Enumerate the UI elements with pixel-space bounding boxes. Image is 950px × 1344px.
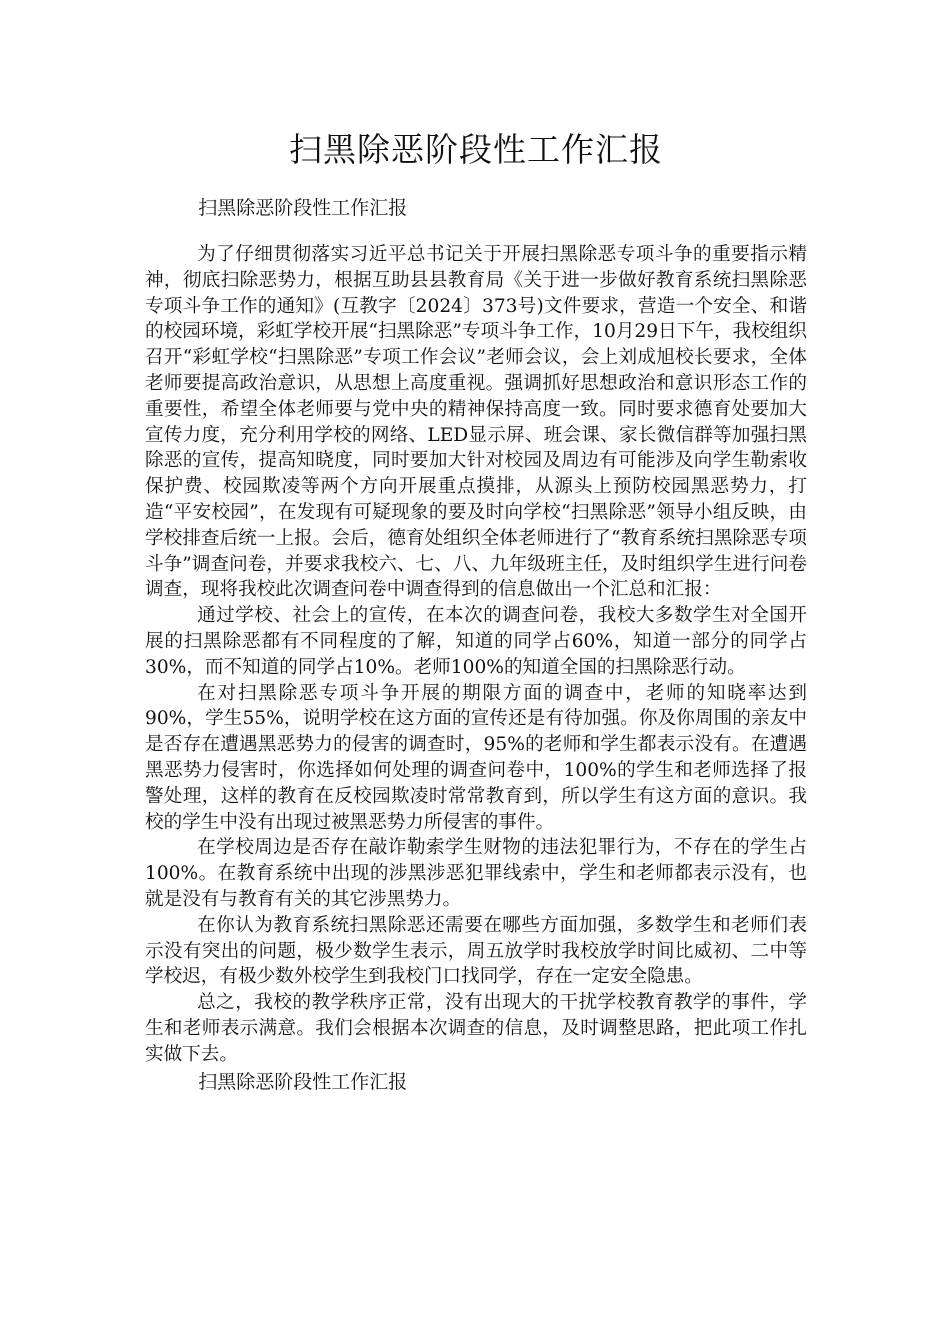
document-body — [145, 242, 807, 1068]
paragraph-summary: 总之，我校的教学秩序正常，没有出现大的干扰学校教育教学的事件，学生和老师表示满意。我们会根据本次调查的信息，及时调整思路，把此项工作扎实做下去。 — [145, 992, 807, 1065]
document-page — [145, 118, 807, 1096]
document-subtitle: 扫黑除恶阶段性工作汇报 — [198, 197, 408, 219]
document-closing: 扫黑除恶阶段性工作汇报 — [198, 1070, 408, 1093]
paragraph-improvements: 在你认为教育系统扫黑除恶还需要在哪些方面加强，多数学生和老师们表示没有突出的问题，极少数学生表示，周五放学时我校放学时间比威初、二中等学校迟，有极少数外校学生到我校门口找同学，存在一定安全隐患。 — [145, 914, 807, 988]
paragraph-survey-results: 在对扫黑除恶专项斗争开展的期限方面的调查中，老师的知晓率达到90%，学生55%，说明学校在这方面的宣传还是有待加强。你及你周围的亲友中是否存在遭遇黑恶势力的侵害的调查时，95%的老师和学生都表示没有。在遭遇黑恶势力侵害时，你选择如何处理的调查问卷中，100%的学生和老师选择了报警处理，这样的教育在反校园欺凌时常常教育到，所以学生有这方面的意识。我校的学生中没有出现过被黑恶势力所侵害的事件。 — [145, 682, 807, 833]
document-title: 扫黑除恶阶段性工作汇报 — [289, 130, 663, 169]
paragraph-intro: 为了仔细贯彻落实习近平总书记关于开展扫黑除恶专项斗争的重要指示精神，彻底扫除恶势力，根据互助县县教育局《关于进一步做好教育系统扫黑除恶专项斗争工作的通知》(互教字〔2024〕373号)文件要求，营造一个安全、和谐的校园环境，彩虹学校开展“扫黑除恶”专项斗争工作，10月29日下午，我校组织召开“彩虹学校“扫黑除恶”专项工作会议”老师会议，会上刘成旭校长要求，全体老师要提高政治意识，从思想上高度重视。强调抓好思想政治和意识形态工作的重要性，希望全体老师要与党中央的精神保持高度一致。同时要求德育处要加大宣传力度，充分利用学校的网络、LED显示屏、班会课、家长微信群等加强扫黑除恶的宣传，提高知晓度，同时要加大针对校园及周边有可能涉及向学生勒索收保护费、校园欺凌等两个方向开展重点摸排，从源头上预防校园黑恶势力，打造“平安校园”，在发现有可疑现象的要及时向学校“扫黑除恶”领导小组反映，由学校排查后统一上报。会后，德育处组织全体老师进行了“教育系统扫黑除恶专项斗争”调查问卷，并要求我校六、七、八、九年级班主任，及时组织学生进行问卷调查，现将我校此次调查问卷中调查得到的信息做出一个汇总和汇报： — [145, 244, 807, 601]
paragraph-awareness: 通过学校、社会上的宣传，在本次的调查问卷，我校大多数学生对全国开展的扫黑除恶都有不同程度的了解，知道的同学占60%，知道一部分的同学占30%，而不知道的同学占10%。老师100%的知道全国的扫黑除恶行动。 — [145, 605, 807, 678]
paragraph-school-surroundings: 在学校周边是否存在敲诈勒索学生财物的违法犯罪行为，不存在的学生占100%。在教育系统中出现的涉黑涉恶犯罪线索中，学生和老师都表示没有，也就是没有与教育有关的其它涉黑势力。 — [145, 837, 807, 910]
